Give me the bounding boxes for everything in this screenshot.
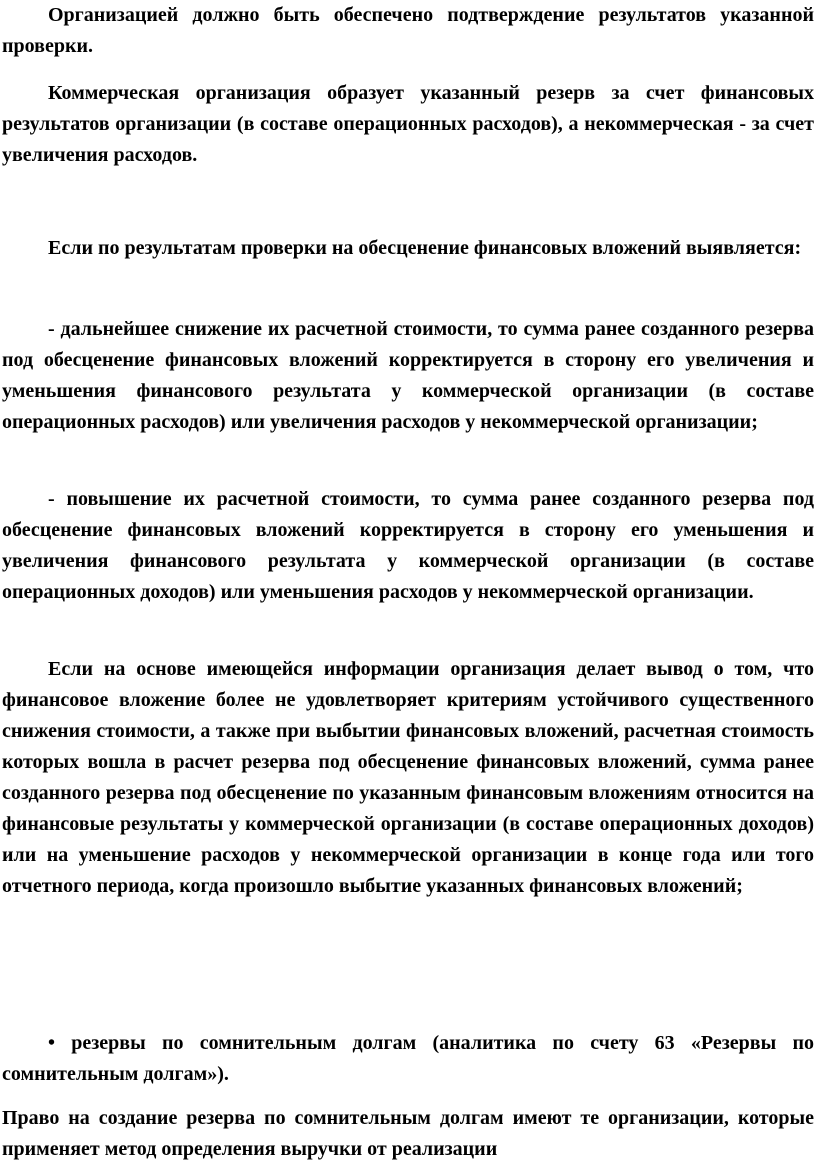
paragraph-commercial-reserve: Коммерческая организация образует указанный резерв за счет финансовых результатов организации (в составе операционных расходов), а некоммерческая - за счет увеличения расходов.: [2, 82, 814, 166]
paragraph-verification-confirmation: Организацией должно быть обеспечено подтверждение результатов указанной проверки.: [2, 4, 814, 57]
paragraph-doubtful-debts-right: Право на создание резерва по сомнительным долгам имеют те организации, которые применяет метод определения выручки от реализации: [2, 1107, 814, 1160]
paragraph-doubtful-debts-bullet: • резервы по сомнительным долгам (аналитика по счету 63 «Резервы по сомнительным долгам»).: [2, 1032, 814, 1085]
paragraph-value-increase: - повышение их расчетной стоимости, то сумма ранее созданного резерва под обесценение финансовых вложений корректируется в сторону его уменьшения и увеличения финансового результата у коммерческой организации (в составе операционных доходов) или уменьшения расходов у некоммерческой организации.: [2, 488, 814, 603]
paragraph-reserve-release: Если на основе имеющейся информации организация делает вывод о том, что финансовое вложение более не удовлетворяет критериям устойчивого существенного снижения стоимости, а также при выбытии финансовых вложений, расчетная стоимость которых вошла в расчет резерва под обесценение финансовых вложений, сумма ранее созданного резерва под обесценение по указанным финансовым вложениям относится на финансовые результаты у коммерческой организации (в составе операционных доходов) или на уменьшение расходов у некоммерческой организации в конце года или того отчетного периода, когда произошло выбытие указанных финансовых вложений;: [2, 658, 814, 897]
paragraph-value-decrease: - дальнейшее снижение их расчетной стоимости, то сумма ранее созданного резерва под обесценение финансовых вложений корректируется в сторону его увеличения и уменьшения финансового результата у коммерческой организации (в составе операционных расходов) или увеличения расходов у некоммерческой организации;: [2, 318, 814, 433]
paragraph-impairment-check-intro: Если по результатам проверки на обесценение финансовых вложений выявляется:: [48, 237, 802, 259]
